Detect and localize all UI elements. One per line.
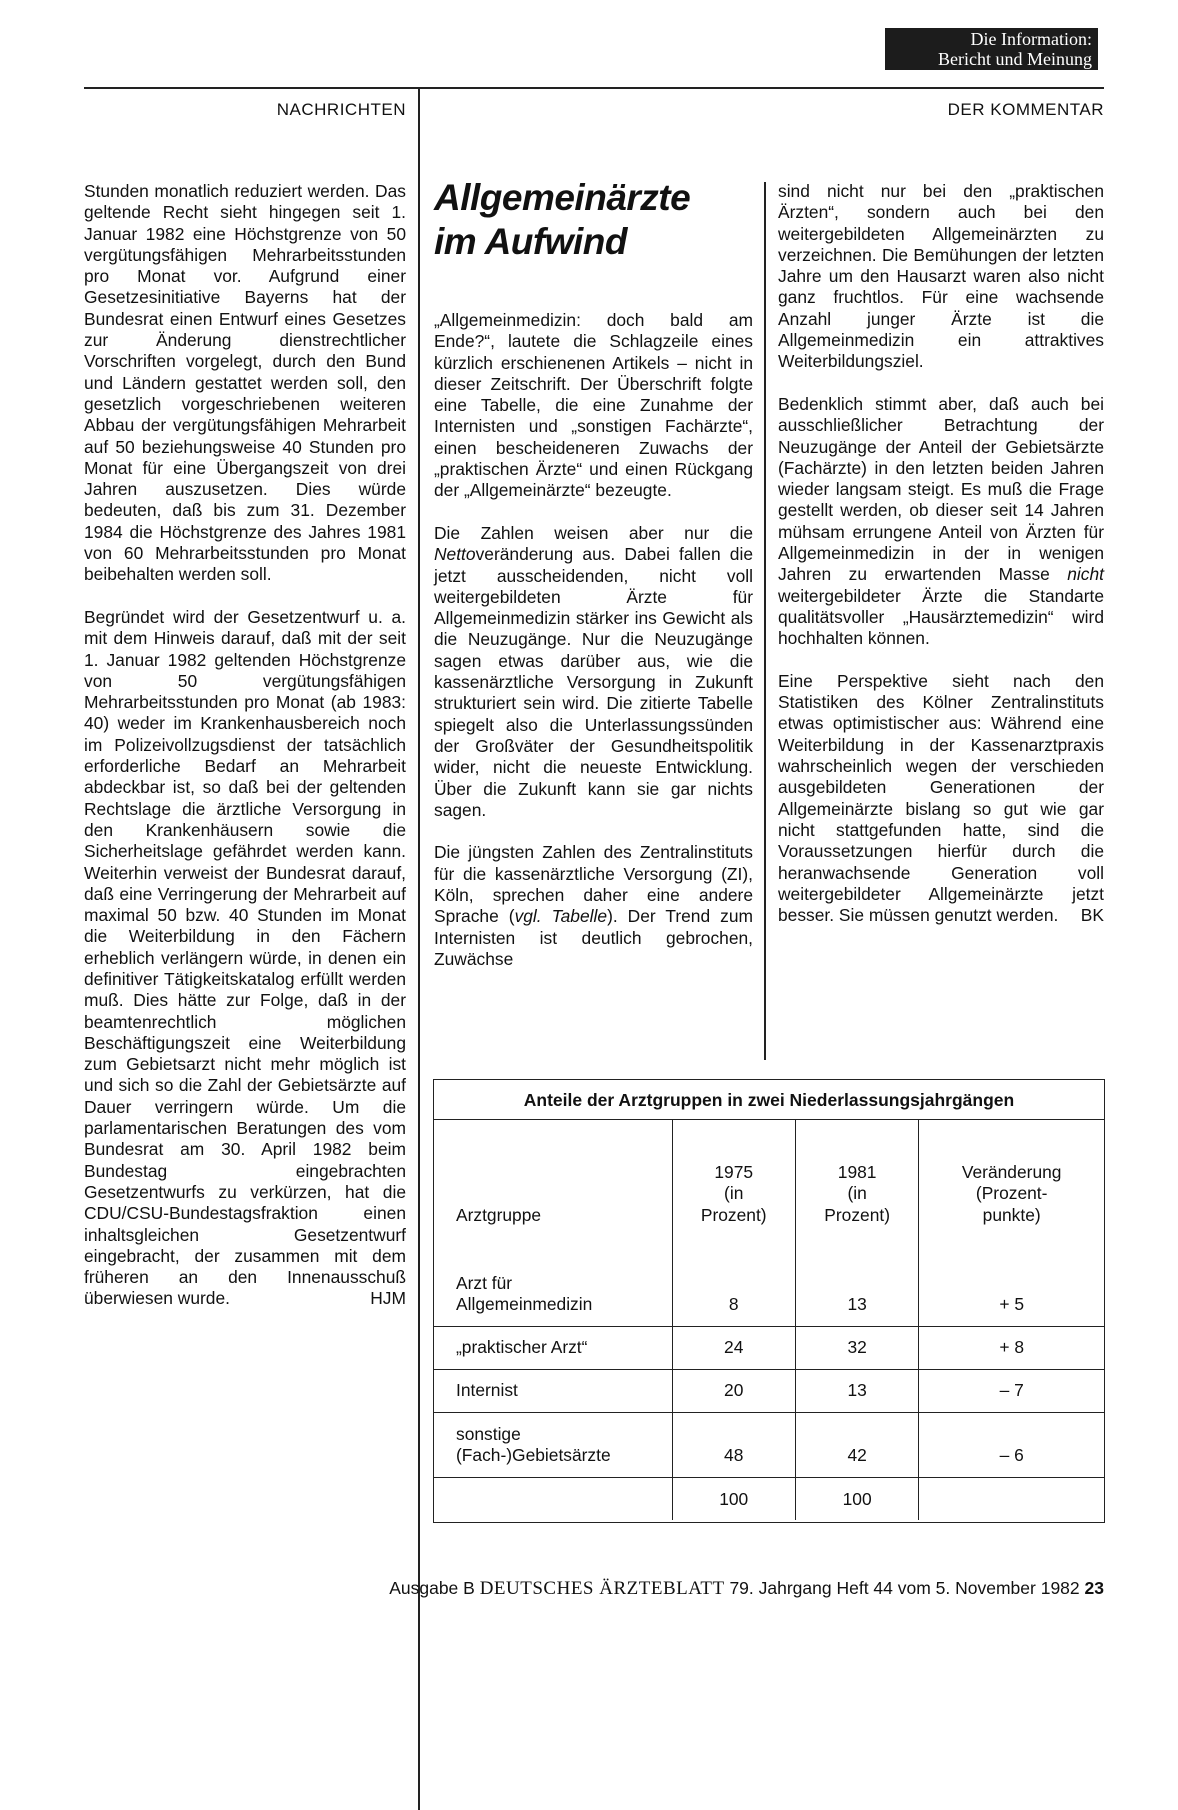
table-header-row xyxy=(434,1120,1104,1240)
headline-line-1: Allgemeinärzte xyxy=(434,177,691,218)
table-cell-value: 100 xyxy=(672,1477,795,1520)
emphasis-text: nicht xyxy=(1067,564,1104,585)
table-cell-value: – 7 xyxy=(919,1369,1104,1412)
table-title: Anteile der Arztgruppen in zwei Niederlassungsjahrgängen xyxy=(434,1080,1104,1120)
commentary-column-2 xyxy=(778,181,1104,948)
table-cell-value: 8 xyxy=(672,1240,795,1326)
page-footer xyxy=(84,1578,1104,1600)
column-divider-commentary xyxy=(764,182,766,1060)
table-cell-value: 13 xyxy=(795,1369,918,1412)
section-label-news: NACHRICHTEN xyxy=(276,100,406,119)
table-cell-value: 48 xyxy=(672,1412,795,1477)
news-signature: HJM xyxy=(370,1288,406,1309)
data-table xyxy=(434,1120,1104,1520)
table-header-cell: Veränderung (Prozent- punkte) xyxy=(961,1161,1062,1225)
commentary-paragraph: Die jüngsten Zahlen des Zentralinstituts für die kassenärztliche Versorgung (ZI), Köln, sprechen daher eine andere Sprache (vgl. Tabelle). Der Trend zum Internisten ist deutlich gebrochen, Zuwächse xyxy=(434,842,753,969)
table-cell-value: 20 xyxy=(672,1369,795,1412)
table-row xyxy=(434,1369,1104,1412)
table-header-cell: 1975 (in Prozent) xyxy=(672,1120,795,1240)
table-header-cell: 1981 (in Prozent) xyxy=(795,1120,918,1240)
table-row xyxy=(434,1326,1104,1369)
table-cell-value: 24 xyxy=(672,1326,795,1369)
table-cell-value: 13 xyxy=(795,1240,918,1326)
commentary-headline xyxy=(434,176,754,264)
emphasis-text: vgl. Tabelle xyxy=(514,906,608,927)
table-cell-value: + 8 xyxy=(919,1326,1104,1369)
headline-line-2: im Aufwind xyxy=(434,221,627,262)
table-cell-group: Internist xyxy=(434,1369,672,1412)
badge-line-1: Die Information: xyxy=(970,29,1092,49)
table-cell-group: „praktischer Arzt“ xyxy=(434,1326,672,1369)
footer-publication: DEUTSCHES ÄRZTEBLATT xyxy=(479,1578,725,1599)
table-cell-value: – 6 xyxy=(919,1412,1104,1477)
emphasis-text: Netto xyxy=(434,544,476,565)
section-label-commentary: DER KOMMENTAR xyxy=(947,100,1104,119)
table-cell-group xyxy=(434,1477,672,1520)
table-cell-value: + 5 xyxy=(919,1240,1104,1326)
statistics-table xyxy=(433,1079,1105,1523)
commentary-paragraph: „Allgemeinmedizin: doch bald am Ende?“, lautete die Schlagzeile eines kürzlich erschienenen Artikels – nicht in dieser Zeitschrift. Der Überschrift folgte eine Tabelle, die eine Zunahme der Internisten und „sonstigen Fachärzte“, einen bescheideneren Zuwachs der „praktischen Ärzte“ und einen Rückgang der „Allgemeinärzte“ bezeugte. xyxy=(434,310,753,501)
table-cell-group: sonstige (Fach-)Gebietsärzte xyxy=(434,1412,672,1477)
news-paragraph: Begründet wird der Gesetzentwurf u. a. mit dem Hinweis darauf, daß mit der seit 1. Januar 1982 geltenden Höchstgrenze von 50 vergütungsfähigen Mehrarbeitsstunden pro Monat (ab 1983: 40) weder im Krankenhausbereich noch im Polizeivollzugsdienst der tatsächlich erforderliche Bedarf an Mehrarbeit abdeckbar ist, so daß bei der geltenden Rechtslage die ärztliche Versorgung in den Krankenhäusern sowie die Sicherheitslage gefährdet werden kann. Weiterhin verweist der Bundesrat darauf, daß eine Verringerung der Mehrarbeit auf maximal 50 bzw. 40 Stunden im Monat die Weiterbildung in den Fächern erheblich verlängern würde, in denen ein definitiver Tätigkeitskatalog erfüllt werden muß. Dies hätte zur Folge, daß in der beamtenrechtlich möglichen Beschäftigungszeit eine Weiterbildung zum Gebietsarzt nicht mehr möglich ist und sich so die Zahl der Gebietsärzte auf Dauer verringern würde. Um die parlamentarischen Beratungen des vom Bundesrat am 30. April 1982 beim Bundestag eingebrachten Gesetzentwurfs zu verkürzen, hat die CDU/CSU-Bundestagsfraktion einen inhaltsgleichen Gesetzentwurf eingebracht, der zusammen mit dem früheren an den Innenausschuß überwiesen wurde. HJM xyxy=(84,606,406,1309)
commentary-signature: BK xyxy=(1080,905,1104,926)
table-row xyxy=(434,1477,1104,1520)
commentary-paragraph: sind nicht nur bei den „praktischen Ärzten“, sondern auch bei den weitergebildeten Allgemeinärzten zu verzeichnen. Die Bemühungen der letzten Jahre um den Hausarzt waren also nicht ganz fruchtlos. Für eine wachsende Anzahl junger Ärzte ist die Allgemeinmedizin ein attraktives Weiterbildungsziel. xyxy=(778,181,1104,372)
header-rule xyxy=(84,87,1104,89)
news-column xyxy=(84,181,406,1331)
table-cell-value: 100 xyxy=(795,1477,918,1520)
footer-edition: Ausgabe B xyxy=(389,1578,475,1598)
table-cell-value: 42 xyxy=(795,1412,918,1477)
table-cell-value: 32 xyxy=(795,1326,918,1369)
table-row xyxy=(434,1240,1104,1326)
commentary-paragraph: Die Zahlen weisen aber nur die Nettoveränderung aus. Dabei fallen die jetzt ausscheidenden, nicht voll weitergebildeten Ärzte für Allgemeinmedizin stärker ins Gewicht als die Neuzugänge. Nur die Neuzugänge sagen etwas darüber aus, wie die kassenärztliche Versorgung in Zukunft strukturiert sein wird. Die zitierte Tabelle spiegelt also die Unterlassungssünden der Großväter der Gesundheitspolitik wider, nicht die neueste Entwicklung. Über die Zukunft kann sie gar nichts sagen. xyxy=(434,522,753,820)
commentary-column-1 xyxy=(434,310,753,992)
news-paragraph: Stunden monatlich reduziert werden. Das geltende Recht sieht hingegen seit 1. Januar 1982 eine Höchstgrenze von 50 vergütungsfähigen Mehrarbeitsstunden pro Monat vor. Aufgrund einer Gesetzesinitiative Bayerns hat der Bundesrat einen Entwurf eines Gesetzes zur Änderung dienstrechtlicher Vorschriften vorgelegt, durch den Bund und Ländern gestattet werden soll, den gesetzlich vorgeschriebenen weiteren Abbau der vergütungsfähigen Mehrarbeit auf 50 beziehungsweise 40 Stunden pro Monat für eine Übergangszeit von drei Jahren auszusetzen. Dies würde bedeuten, daß bis zum 31. Dezember 1984 die Höchstgrenze des Jahres 1981 von 60 Mehrarbeitsstunden pro Monat beibehalten werden soll. xyxy=(84,181,406,585)
table-row xyxy=(434,1412,1104,1477)
commentary-paragraph: Eine Perspektive sieht nach den Statistiken des Kölner Zentralinstituts etwas optimistischer aus: Während eine Weiterbildung in der Kassenarztpraxis wahrscheinlich wegen der verschieden ausgebildeten Generationen der Allgemeinärzte bislang so gut wie gar nicht stattgefunden hatte, sind die Voraussetzungen hierfür durch die heranwachsende Generation voll weitergebildeter Allgemeinärzte jetzt besser. Sie müssen genutzt werden. BK xyxy=(778,670,1104,926)
footer-issue: 79. Jahrgang Heft 44 vom 5. November 1982 xyxy=(729,1578,1080,1598)
badge-line-2: Bericht und Meinung xyxy=(938,49,1092,69)
column-divider xyxy=(418,88,420,1810)
table-cell-value xyxy=(919,1477,1104,1520)
table-cell-group: Arzt für Allgemeinmedizin xyxy=(434,1240,672,1326)
commentary-paragraph: Bedenklich stimmt aber, daß auch bei ausschließlicher Betrachtung der Neuzugänge der Anteil der Gebietsärzte (Fachärzte) in den letzten beiden Jahren wieder langsam steigt. Es muß die Frage gestellt werden, ob dieser seit 14 Jahren mühsam errungene Anteil von Ärzten für Allgemeinmedizin in der in wenigen Jahren zu erwartenden Masse nicht weitergebildeter Ärzte die Standarte qualitätsvoller „Hausärztemedizin“ wird hochhalten können. xyxy=(778,393,1104,649)
page-number: 23 xyxy=(1084,1578,1104,1598)
table-header-cell: Arztgruppe xyxy=(434,1120,672,1240)
section-badge xyxy=(885,28,1098,70)
